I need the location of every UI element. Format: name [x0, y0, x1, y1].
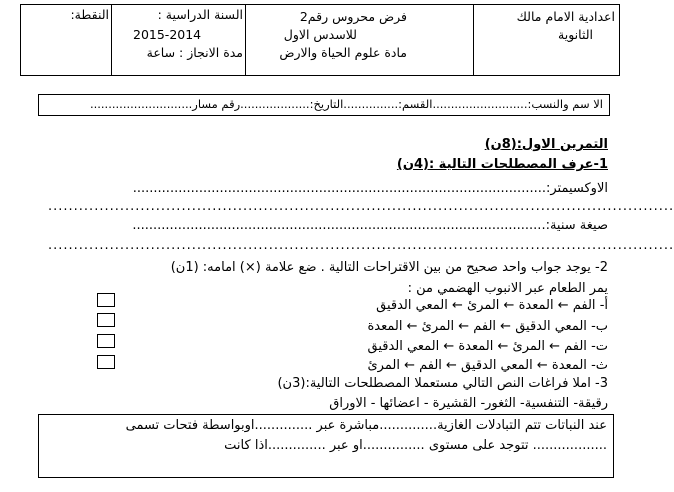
question1-title: 1-عرف المصطلحات التالية :(4ن) [396, 157, 608, 172]
option-letter: ب- [591, 319, 608, 334]
fill-in-line-1[interactable]: عند النباتات تتم التبادلات الغازية..............مباشرة عبر ..............اوبواسطة فتحات تسمى [125, 418, 607, 433]
column-divider [245, 5, 246, 75]
student-info-line[interactable]: الا سم والنسب:..........................القسم:...............التاريخ:...................رقم مسار............................ [89, 97, 603, 111]
term2-line[interactable]: صيغة سنية:.................................................................................................... [132, 218, 608, 233]
year-label: السنة الدراسية : [157, 7, 243, 22]
column-divider [111, 5, 112, 75]
year-value: 2015-2014 [133, 27, 202, 42]
option-b [368, 318, 609, 336]
exam-subject: مادة علوم الحياة والارض [279, 45, 407, 60]
option-a-checkbox[interactable] [97, 293, 115, 307]
question3-terms: رقيقة- التنفسية- الثغور- القشيرة - اعضائها - الاوراق [329, 396, 608, 411]
option-d [368, 357, 609, 375]
option-text: الفم ← المرئ ← المعدة ← المعي الدقيق [367, 339, 587, 354]
fill-in-line-2[interactable]: .................. تتوجد على مستوى ...............او عبر ..............اذا كانت [224, 438, 607, 453]
term1-dots[interactable]: .......................................................................................................................... [48, 199, 674, 214]
duration-text: مدة الانجاز : ساعة [146, 45, 243, 60]
school-name: اعدادية الامام مالك [516, 9, 615, 24]
student-info-box [38, 94, 610, 116]
exam-title: فرض محروس رقم2 [299, 9, 407, 24]
option-d-checkbox[interactable] [97, 355, 115, 369]
option-letter: أ- [599, 298, 608, 313]
exam-level: للاسدس الاول [283, 27, 357, 42]
option-text: المعدة ← المعي الدقيق ← الفم ← المرئ [367, 358, 587, 373]
option-text: الفم ← المعدة ← المرئ ← المعي الدقيق [376, 298, 596, 313]
option-a [376, 297, 608, 315]
question2-stem: يمر الطعام عبر الانبوب الهضمي من : [407, 281, 608, 296]
option-text: المعي الدقيق ← الفم ← المرئ ← المعدة [367, 319, 587, 334]
column-divider [473, 5, 474, 75]
option-c [368, 338, 609, 356]
term1-line[interactable]: الاوكسيمتر:.................................................................................................... [132, 181, 608, 196]
exercise-title: التمرين الاول:(8ن) [484, 137, 608, 152]
option-letter: ث- [591, 358, 608, 373]
question2-title: 2- يوجد جواب واحد صحيح من بين الاقتراحات التالية . ضع علامة (×) امامه: (1ن) [170, 260, 608, 275]
header-table [20, 4, 620, 76]
option-letter: ت- [591, 339, 608, 354]
option-c-checkbox[interactable] [97, 334, 115, 348]
option-b-checkbox[interactable] [97, 313, 115, 327]
question3-title: 3- املا فراغات النص التالي مستعملا المصطلحات التالية:(3ن) [277, 376, 608, 391]
grade-label: النقطة: [70, 7, 109, 22]
term2-dots[interactable]: .......................................................................................................................... [48, 238, 674, 253]
school-type: الثانوية [558, 27, 593, 42]
fill-in-text-box [38, 414, 614, 478]
